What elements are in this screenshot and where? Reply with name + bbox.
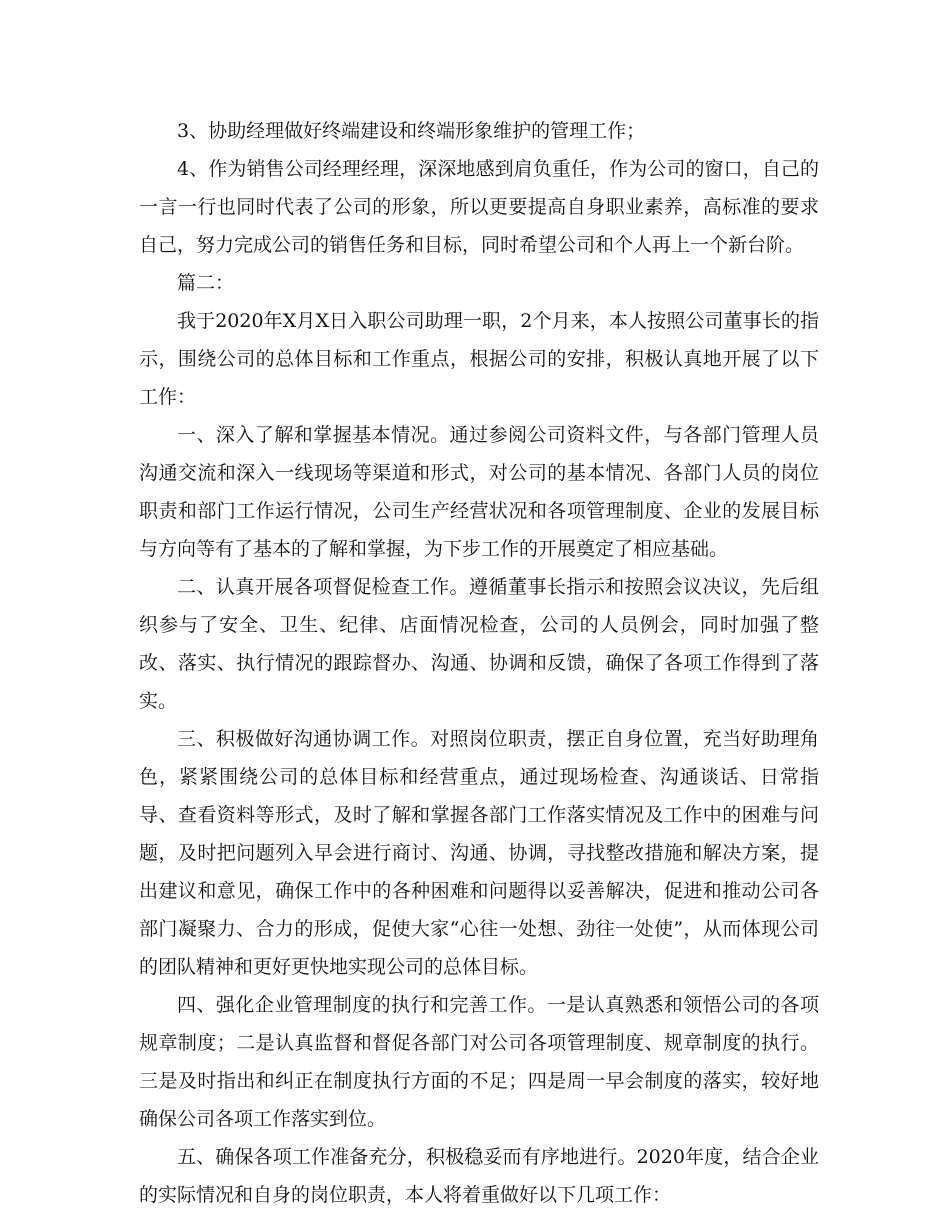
- paragraph-section-four: 四、强化企业管理制度的执行和完善工作。一是认真熟悉和领悟公司的各项规章制度；二是认真监督和督促各部门对公司各项管理制度、规章制度的执行。三是及时指出和纠正在制度执行方面的不足；四是周一早会制度的落实，较好地确保公司各项工作落实到位。: [139, 994, 819, 1130]
- paragraph-section-three: 三、积极做好沟通协调工作。对照岗位职责，摆正自身位置，充当好助理角色，紧紧围绕公司的总体目标和经营重点，通过现场检查、沟通谈话、日常指导、查看资料等形式，及时了解和掌握各部门工作落实情况及工作中的困难与问题，及时把问题列入早会进行商讨、沟通、协调，寻找整改措施和解决方案，提出建议和意见，确保工作中的各种困难和问题得以妥善解决，促进和推动公司各部门凝聚力、合力的形成，促使大家“心往一处想、劲往一处使”，从而体现公司的团队精神和更好更快地实现公司的总体目标。: [139, 728, 819, 978]
- document-body: [139, 112, 819, 1214]
- paragraph-section-one: 一、深入了解和掌握基本情况。通过参阅公司资料文件，与各部门管理人员沟通交流和深入一线现场等渠道和形式，对公司的基本情况、各部门人员的岗位职责和部门工作运行情况，公司生产经营状况和各项管理制度、企业的发展目标与方向等有了基本的了解和掌握，为下步工作的开展奠定了相应基础。: [139, 424, 819, 560]
- paragraph-item-4: 4、作为销售公司经理经理，深深地感到肩负重任，作为公司的窗口，自己的一言一行也同时代表了公司的形象，所以更要提高自身职业素养，高标准的要求自己，努力完成公司的销售任务和目标，同时希望公司和个人再上一个新台阶。: [139, 158, 819, 256]
- paragraph-item-3: 3、协助经理做好终端建设和终端形象维护的管理工作；: [177, 120, 646, 142]
- paragraph-intro: 我于2020年X月X日入职公司助理一职，2个月来，本人按照公司董事长的指示，围绕公司的总体目标和工作重点，根据公司的安排，积极认真地开展了以下工作：: [139, 310, 819, 408]
- paragraph-section-two: 二、认真开展各项督促检查工作。遵循董事长指示和按照会议决议，先后组织参与了安全、卫生、纪律、店面情况检查，公司的人员例会，同时加强了整改、落实、执行情况的跟踪督办、沟通、协调和反馈，确保了各项工作得到了落实。: [139, 576, 819, 712]
- section-heading-part-two: 篇二：: [177, 272, 235, 294]
- paragraph-section-five: 五、确保各项工作准备充分，积极稳妥而有序地进行。2020年度，结合企业的实际情况和自身的岗位职责，本人将着重做好以下几项工作：: [139, 1146, 819, 1206]
